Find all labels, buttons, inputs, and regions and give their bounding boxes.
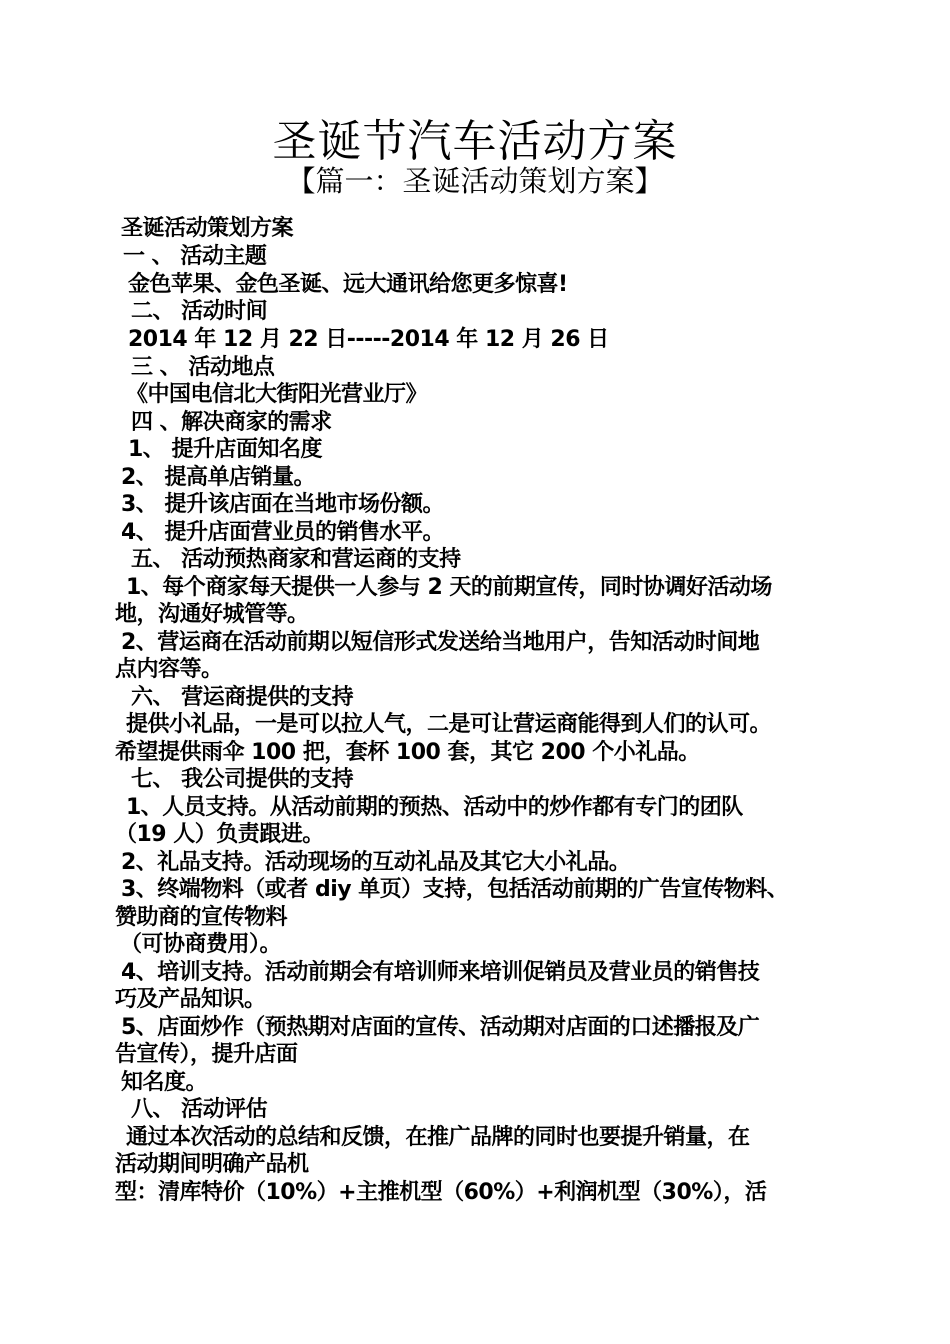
body-line: 2014 年 12 月 22 日-----2014 年 12 月 26 日 xyxy=(128,327,609,352)
body-line: 1、每个商家每天提供一人参与 2 天的前期宣传，同时协调好活动场 xyxy=(126,575,772,600)
body-line: 4、培训支持。活动前期会有培训师来培训促销员及营业员的销售技 xyxy=(121,960,760,985)
section-heading: 圣诞活动策划方案 xyxy=(121,216,294,241)
list-item: 1、 提升店面知名度 xyxy=(128,437,322,462)
body-line: 通过本次活动的总结和反馈，在推广品牌的同时也要提升销量，在 xyxy=(126,1125,750,1150)
body-line: 赞助商的宣传物料 xyxy=(115,905,288,930)
list-item: 2、 提高单店销量。 xyxy=(121,465,315,490)
body-line: 知名度。 xyxy=(121,1070,208,1095)
section-heading: 三 、 活动地点 xyxy=(131,355,275,380)
body-line: 5、店面炒作（预热期对店面的宣传、活动期对店面的口述播报及广 xyxy=(121,1015,760,1040)
document-title: 圣诞节汽车活动方案 xyxy=(272,116,678,167)
section-heading: 七、 我公司提供的支持 xyxy=(131,767,354,792)
body-line: 3、终端物料（或者 diy 单页）支持，包括活动前期的广告宣传物料、 xyxy=(121,877,789,902)
section-heading: 六、 营运商提供的支持 xyxy=(131,685,354,710)
body-line: 活动期间明确产品机 xyxy=(115,1152,309,1177)
body-line: （19 人）负责跟进。 xyxy=(115,822,324,847)
body-line: 金色苹果、金色圣诞、远大通讯给您更多惊喜! xyxy=(128,272,568,297)
body-line: 地，沟通好城管等。 xyxy=(115,602,309,627)
section-heading: 五、 活动预热商家和营运商的支持 xyxy=(131,547,461,572)
section-heading: 一 、 活动主题 xyxy=(123,244,267,269)
section-heading: 四 、解决商家的需求 xyxy=(131,410,332,435)
body-line: 1、人员支持。从活动前期的预热、活动中的炒作都有专门的团队 xyxy=(126,795,743,820)
body-line: （可协商费用）。 xyxy=(120,932,282,957)
body-line: 《中国电信北大街阳光营业厅》 xyxy=(126,382,428,407)
body-line: 希望提供雨伞 100 把，套杯 100 套，其它 200 个小礼品。 xyxy=(115,740,700,765)
body-line: 2、营运商在活动前期以短信形式发送给当地用户，告知活动时间地 xyxy=(121,630,760,655)
section-heading: 二、 活动时间 xyxy=(131,299,268,324)
body-line: 点内容等。 xyxy=(115,657,223,682)
list-item: 4、 提升店面营业员的销售水平。 xyxy=(121,520,444,545)
list-item: 3、 提升该店面在当地市场份额。 xyxy=(121,492,444,517)
body-line: 告宣传），提升店面 xyxy=(115,1042,298,1067)
body-line: 巧及产品知识。 xyxy=(115,987,266,1012)
section-heading: 八、 活动评估 xyxy=(131,1097,268,1122)
document-subtitle: 【篇一：圣诞活动策划方案】 xyxy=(286,164,664,198)
body-line: 2、礼品支持。活动现场的互动礼品及其它大小礼品。 xyxy=(121,850,631,875)
body-line: 提供小礼品，一是可以拉人气，二是可让营运商能得到人们的认可。 xyxy=(126,712,772,737)
body-line: 型：清库特价（10%）+主推机型（60%）+利润机型（30%），活 xyxy=(115,1180,767,1205)
